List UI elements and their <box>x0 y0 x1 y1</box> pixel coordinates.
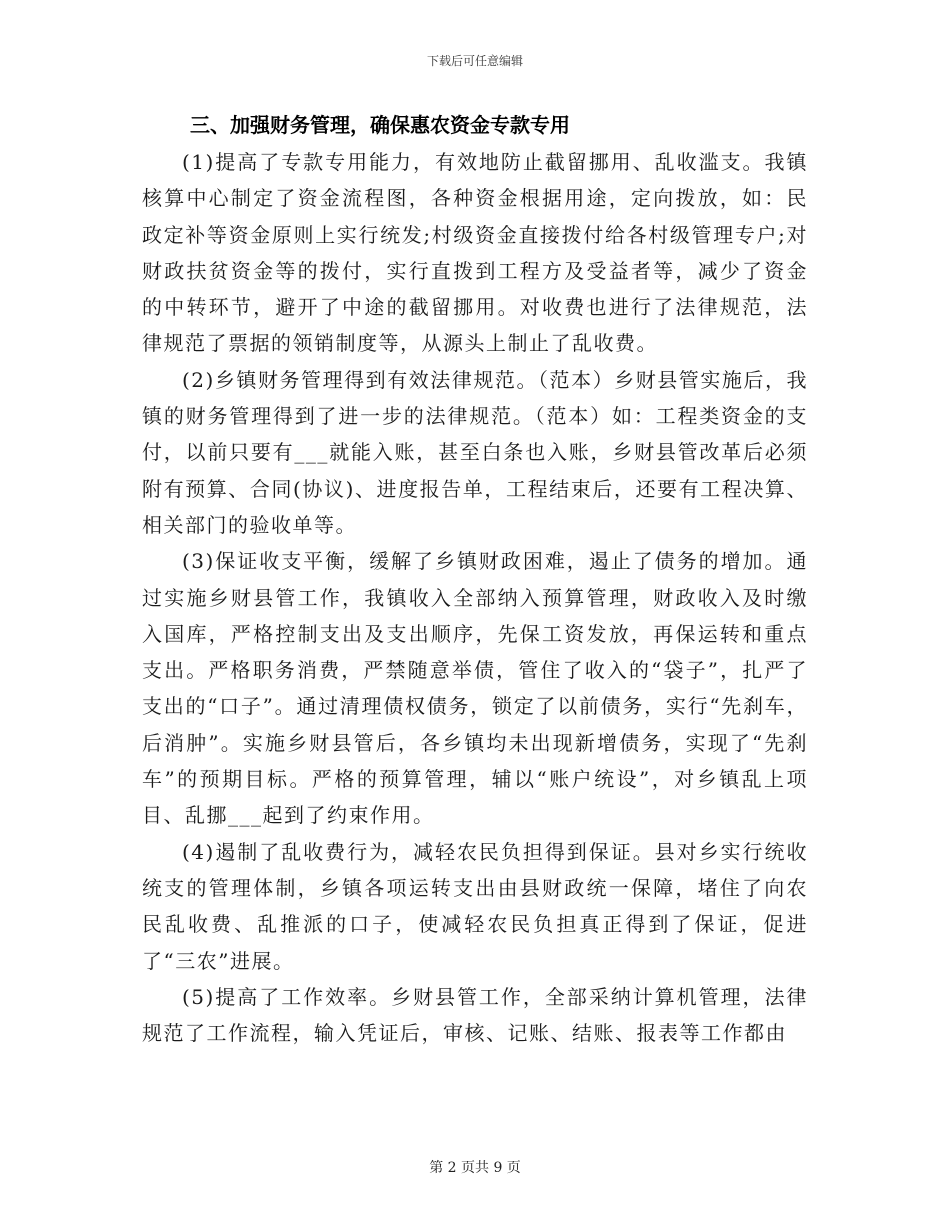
paragraph-3: (3)保证收支平衡，缓解了乡镇财政困难，遏止了债务的增加。通过实施乡财县管工作，我镇收入全部纳入预算管理，财政收入及时缴入国库，严格控制支出及支出顺序，先保工资发放，再保运转和重点支出。严格职务消费，严禁随意举债，管住了收入的“袋子”，扎严了支出的“口子”。通过清理债权债务，锁定了以前债务，实行“先刹车，后消肿”。实施乡财县管后，各乡镇均未出现新增债务，实现了“先刹车”的预期目标。严格的预算管理，辅以“账户统设”，对乡镇乱上项目、乱挪___起到了约束作用。 <box>142 549 808 828</box>
page-header-note: 下载后可任意编辑 <box>426 54 523 68</box>
page-number: 第 2 页共 9 页 <box>429 1160 521 1176</box>
document-body <box>142 106 808 1051</box>
section-heading: 三、加强财务管理，确保惠农资金专款专用 <box>190 113 570 137</box>
paragraph-2: (2)乡镇财务管理得到有效法律规范。（范本）乡财县管实施后，我镇的财务管理得到了进一步的法律规范。（范本）如：工程类资金的支付，以前只要有___就能入账，甚至白条也入账，乡财县管改革后必须附有预算、合同(协议)、进度报告单，工程结束后，还要有工程决算、相关部门的验收单等。 <box>142 367 808 537</box>
paragraph-1: (1)提高了专款专用能力，有效地防止截留挪用、乱收滥支。我镇核算中心制定了资金流程图，各种资金根据用途，定向拨放，如：民政定补等资金原则上实行统发;村级资金直接拨付给各村级管理专户;对财政扶贫资金等的拨付，实行直拨到工程方及受益者等，减少了资金的中转环节，避开了中途的截留挪用。对收费也进行了法律规范，法律规范了票据的领销制度等，从源头上制止了乱收费。 <box>142 150 808 356</box>
paragraph-5: (5)提高了工作效率。乡财县管工作，全部采纳计算机管理，法律规范了工作流程，输入凭证后，审核、记账、结账、报表等工作都由 <box>142 984 808 1046</box>
paragraph-4: (4)遏制了乱收费行为，减轻农民负担得到保证。县对乡实行统收统支的管理体制，乡镇各项运转支出由县财政统一保障，堵住了向农民乱收费、乱推派的口子，使减轻农民负担真正得到了保证，促进了“三农”进展。 <box>142 839 808 973</box>
